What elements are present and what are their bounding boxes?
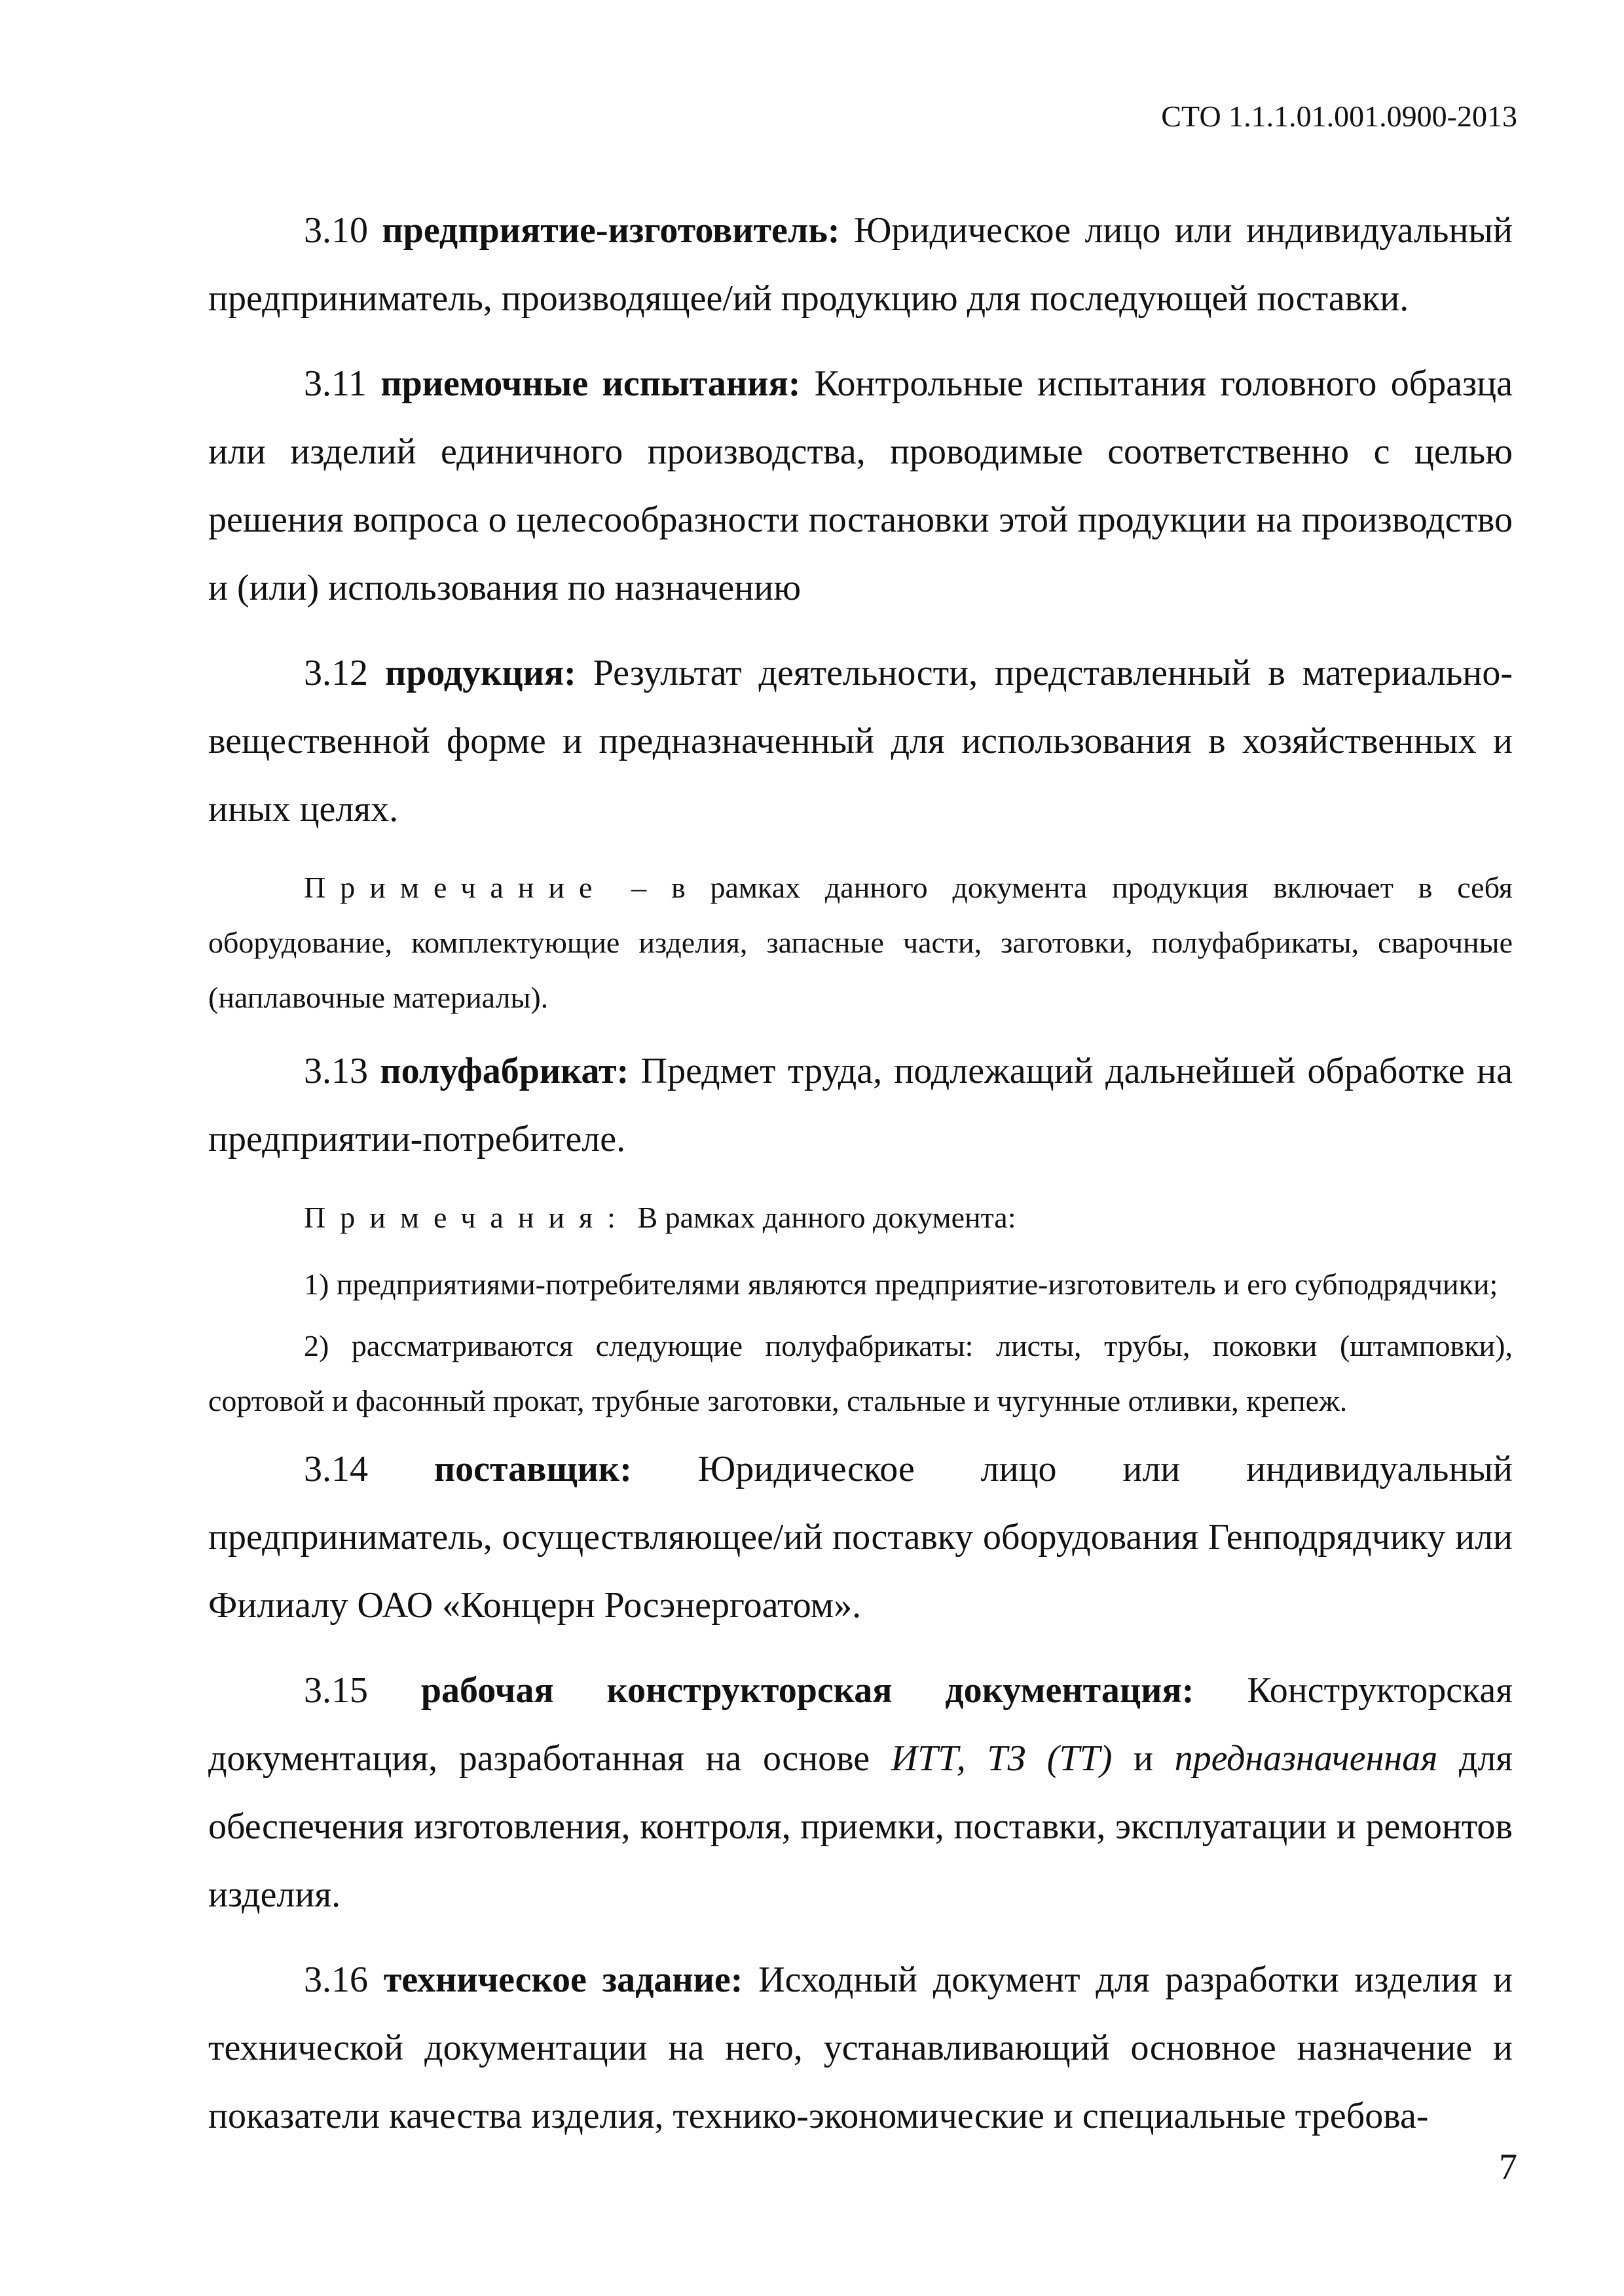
note-label: Примечания: bbox=[304, 1201, 630, 1234]
term-definition: Юридическое лицо или индивидуальный предприниматель, осуществляющее/ий поставку оборудования Генподрядчику или Филиалу ОАО «Концерн Росэнергоатом». bbox=[208, 1449, 1513, 1626]
note-item-2: 2) рассматриваются следующие полуфабрикаты: листы, трубы, поковки (штамповки), сортовой и фасонный прокат, трубные заготовки, стальные и чугунные отливки, крепеж. bbox=[208, 1329, 1513, 1417]
note-text: – в рамках данного документа продукция включает в себя оборудование, комплектующие изделия, запасные части, заготовки, полуфабрикаты, сварочные (наплавочные материалы). bbox=[208, 871, 1513, 1014]
term-name: предприятие-изготовитель: bbox=[382, 210, 840, 251]
page-content bbox=[208, 196, 1513, 2167]
term-name: приемочные испытания: bbox=[380, 363, 801, 404]
term-name: продукция: bbox=[384, 653, 576, 693]
term-name: рабочая конструкторская документация: bbox=[420, 1670, 1194, 1711]
page-number: 7 bbox=[1499, 2147, 1517, 2187]
term-definition-part: Конструкторская документация, разработанная на основе bbox=[208, 1670, 1513, 1779]
term-definition-part: и bbox=[1134, 1738, 1153, 1779]
term-name: поставщик: bbox=[434, 1449, 632, 1489]
term-3-10 bbox=[208, 196, 1513, 333]
note-item-1: 1) предприятиями-потребителями являются предприятие-изготовитель и его субподрядчики; bbox=[304, 1267, 1498, 1301]
term-3-14 bbox=[208, 1435, 1513, 1639]
term-definition: Исходный документ для разработки изделия и технической документации на него, устанавливающий основное назначение и показатели качества изделия, технико-экономические и специальные требова- bbox=[208, 1959, 1513, 2136]
term-number: 3.16 bbox=[304, 1959, 368, 2000]
term-definition-italic: ИТТ, ТЗ (ТТ) bbox=[891, 1738, 1113, 1779]
term-definition-italic: предназначенная bbox=[1174, 1738, 1438, 1779]
term-3-12 bbox=[208, 639, 1513, 843]
term-definition: Предмет труда, подлежащий дальнейшей обработке на предприятии-потребителе. bbox=[208, 1051, 1513, 1159]
term-definition: Результат деятельности, представленный в материально-вещественной форме и предназначенный для использования в хозяйственных и иных целях. bbox=[208, 653, 1513, 829]
note-3-12 bbox=[208, 860, 1513, 1025]
document-code: СТО 1.1.1.01.001.0900-2013 bbox=[1161, 100, 1517, 133]
term-3-15 bbox=[208, 1656, 1513, 1929]
term-definition: Контрольные испытания головного образца или изделий единичного производства, проводимые соответственно с целью решения вопроса о целесообразности постановки этой продукции на производство и (или) использования по назначению bbox=[208, 363, 1513, 608]
note-text: В рамках данного документа: bbox=[637, 1201, 1016, 1234]
term-number: 3.11 bbox=[304, 363, 367, 404]
term-definition-part: для обеспечения изготовления, контроля, приемки, поставки, эксплуатации и ремонтов изделия. bbox=[208, 1738, 1513, 1915]
term-3-11 bbox=[208, 350, 1513, 622]
term-number: 3.13 bbox=[304, 1051, 368, 1091]
term-3-16 bbox=[208, 1946, 1513, 2150]
term-3-13 bbox=[208, 1037, 1513, 1173]
term-number: 3.12 bbox=[304, 653, 368, 693]
note-3-13 bbox=[208, 1190, 1513, 1245]
term-number: 3.15 bbox=[304, 1670, 368, 1711]
term-number: 3.14 bbox=[304, 1449, 368, 1489]
note-label: Примечание bbox=[304, 871, 607, 904]
term-name: полуфабрикат: bbox=[380, 1051, 629, 1091]
term-name: техническое задание: bbox=[383, 1959, 743, 2000]
term-definition: Юридическое лицо или индивидуальный предприниматель, производящее/ий продукцию для последующей поставки. bbox=[208, 210, 1513, 319]
term-number: 3.10 bbox=[304, 210, 368, 251]
